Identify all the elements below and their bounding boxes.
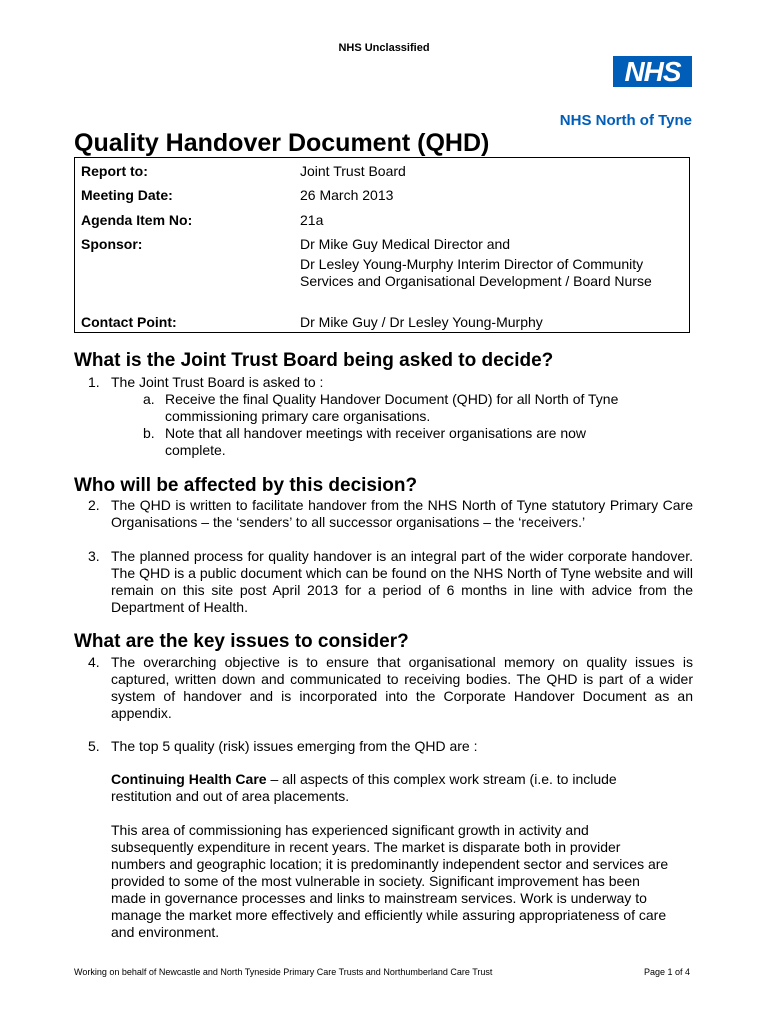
footer-text: Working on behalf of Newcastle and North Tyneside Primary Care Trusts and Northumberland Care Trust: [74, 967, 493, 977]
info-value: 26 March 2013: [300, 187, 394, 203]
section-heading: What are the key issues to consider?: [74, 631, 409, 652]
section-heading: What is the Joint Trust Board being asked to decide?: [74, 350, 554, 371]
info-label: Meeting Date:: [81, 187, 173, 203]
info-label: Contact Point:: [81, 314, 177, 330]
item-number: 1.: [88, 374, 100, 390]
nhs-logo: NHS: [613, 56, 692, 87]
chc-paragraph: [111, 771, 671, 805]
info-label: Report to:: [81, 163, 148, 179]
item-number: 2.: [88, 497, 100, 513]
item-number: 3.: [88, 548, 100, 564]
info-value: Joint Trust Board: [300, 163, 406, 179]
item-number: 5.: [88, 738, 100, 754]
info-value: Dr Lesley Young-Murphy Interim Director of Community Services and Organisational Development / Board Nurse: [300, 256, 652, 289]
body-paragraph: This area of commissioning has experienced significant growth in activity and subsequently expenditure in recent years. The market is disparate both in provider numbers and geographic location; it is predominantly independent sector and services are provided to some of the most vulnerable in society. Significant improvement has been made in governance processes and links to mainstream services. Work is underway to manage the market more effectively and efficiently while assuring appropriateness of care and environment.: [111, 822, 669, 940]
item-text: The top 5 quality (risk) issues emerging from the QHD are :: [111, 738, 478, 754]
info-value: Dr Mike Guy Medical Director and: [300, 236, 511, 252]
item-text: The planned process for quality handover is an integral part of the wider corporate handover. The QHD is a public document which can be found on the NHS North of Tyne website and will remain on this site post April 2013 for a period of 6 months in line with advice from the Department of Health.: [111, 548, 693, 615]
item-text: The QHD is written to facilitate handover from the NHS North of Tyne statutory Primary Care Organisations – the ‘senders’ to all successor organisations – the ‘receivers.’: [111, 497, 693, 530]
subitem-text: Receive the final Quality Handover Document (QHD) for all North of Tyne commissioning primary care organisations.: [165, 391, 619, 424]
subitem-letter: a.: [143, 391, 155, 407]
item-number: 4.: [88, 654, 100, 670]
subitem-letter: b.: [143, 425, 155, 441]
chc-text: – all aspects of this complex work stream (i.e. to include restitution and out of area placements.: [111, 771, 617, 804]
info-value: Dr Mike Guy / Dr Lesley Young-Murphy: [300, 314, 543, 330]
chc-bold: Continuing Health Care: [111, 771, 267, 787]
page-number: Page 1 of 4: [643, 967, 690, 977]
item-text: The Joint Trust Board is asked to :: [111, 374, 324, 390]
info-label: Sponsor:: [81, 236, 143, 252]
classification-label: NHS Unclassified: [338, 42, 430, 54]
info-table: [74, 157, 690, 333]
info-label: Agenda Item No:: [81, 212, 193, 228]
document-title: Quality Handover Document (QHD): [74, 129, 490, 157]
section-heading: Who will be affected by this decision?: [74, 475, 418, 496]
item-text: The overarching objective is to ensure that organisational memory on quality issues is captured, written down and communicated to receiving bodies. The QHD is part of a wider system of handover and is incorporated into the Corporate Handover Document as an appendix.: [111, 654, 693, 721]
org-name: NHS North of Tyne: [559, 112, 692, 129]
subitem-text: Note that all handover meetings with receiver organisations are now complete.: [165, 425, 587, 458]
info-value: 21a: [300, 212, 324, 228]
